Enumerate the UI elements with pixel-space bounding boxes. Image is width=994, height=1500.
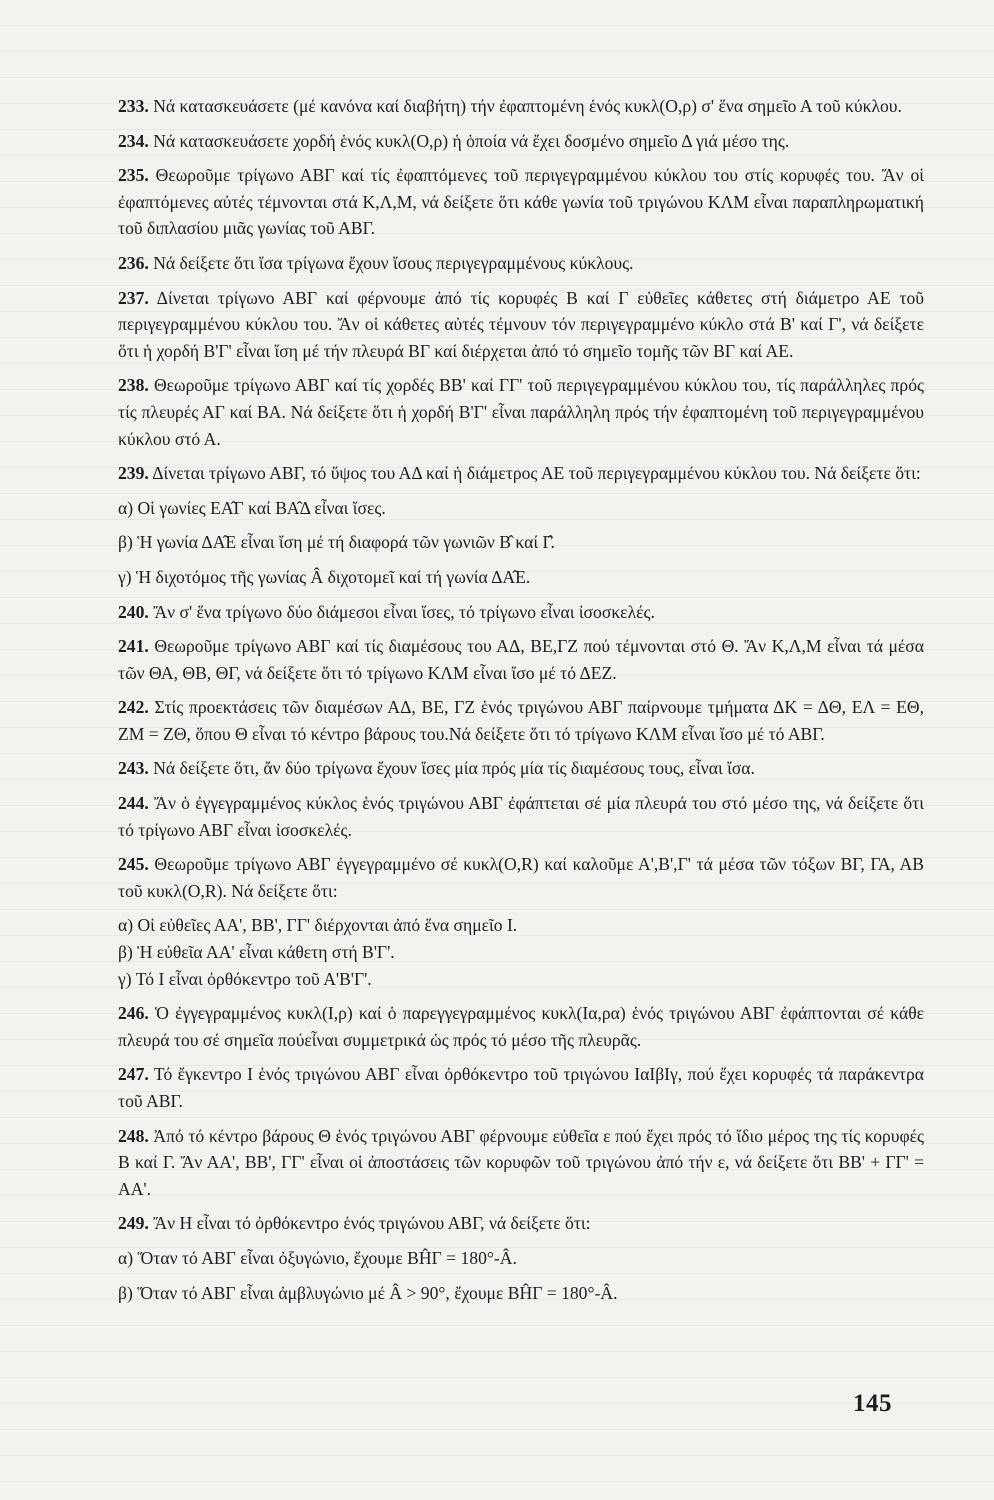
problem-number: 233. <box>118 96 149 116</box>
problem-245 <box>118 851 924 904</box>
problem-238 <box>118 372 924 452</box>
problem-number: 238. <box>118 375 149 396</box>
problem-number: 248. <box>118 1125 149 1146</box>
exercise-list <box>118 93 924 1314</box>
problem-235 <box>118 162 924 242</box>
problem-number: 241. <box>118 636 149 657</box>
problem-number: 246. <box>118 1003 149 1024</box>
problem-249 <box>118 1210 924 1237</box>
problem-text: Ἄν Η εἶναι τό ὀρθόκεντρο ἑνός τριγώνου ΑΒΓ, νά δείξετε ὅτι: <box>153 1213 591 1234</box>
problem-244 <box>118 790 924 843</box>
problem-text: Δίνεται τρίγωνο ΑΒΓ, τό ὕψος του ΑΔ καί ἡ διάμετρος ΑΕ τοῦ περιγεγραμμένου κύκλου του. Νά δείξετε ὅτι: <box>152 463 921 484</box>
problem-245-part-a: α) Οἱ εὐθεῖες ΑΑ', ΒΒ', ΓΓ' διέρχονται ἀπό ἕνα σημεῖο Ι. <box>118 915 518 936</box>
problem-text: Νά κατασκευάσετε (μέ κανόνα καί διαβήτη) τήν ἐφαπτομένη ἑνός κυκλ(Ο,ρ) σ' ἕνα σημεῖο Α τοῦ κύκλου. <box>153 96 902 116</box>
problem-number: 235. <box>118 165 149 186</box>
problem-number: 239. <box>118 463 149 484</box>
problem-237 <box>118 285 924 365</box>
problem-text: Ἄν σ' ἕνα τρίγωνο δύο διάμεσοι εἶναι ἴσες, τό τρίγωνο εἶναι ἰσοσκελές. <box>153 601 655 622</box>
problem-text: Τό ἔγκεντρο Ι ἑνός τριγώνου ΑΒΓ εἶναι ὀρθόκεντρο τοῦ τριγώνου ΙαΙβΙγ, πού ἔχει κορυφές τά παράκεντρα τοῦ ΑΒΓ. <box>118 1064 924 1111</box>
problem-249-part-a: α) Ὅταν τό ΑΒΓ εἶναι ὀξυγώνιο, ἔχουμε ΒĤΓ = 180°-Â. <box>118 1247 517 1268</box>
problem-number: 249. <box>118 1213 149 1234</box>
problem-text: Ἀπό τό κέντρο βάρους Θ ἑνός τριγώνου ΑΒΓ φέρνουμε εὐθεῖα ε πού ἔχει πρός τό ἴδιο μέρος της τίς κορυφές Β καί Γ. Ἄν ΑΑ', ΒΒ', ΓΓ' εἶναι οἱ ἀποστάσεις τῶν κορυφῶν τοῦ τριγώνου ἀπό τήν ε, νά δείξετε ὅτι ΒΒ' + ΓΓ' = ΑΑ'. <box>118 1125 924 1199</box>
problem-243 <box>118 755 924 782</box>
problem-text: Θεωροῦμε τρίγωνο ΑΒΓ ἐγγεγραμμένο σέ κυκλ(Ο,R) καί καλοῦμε Α',Β',Γ' τά μέσα τῶν τόξων ΒΓ, ΓΑ, ΑΒ τοῦ κυκλ(Ο,R). Νά δείξετε ὅτι: <box>118 854 924 901</box>
problem-248 <box>118 1123 924 1203</box>
problem-text: Θεωροῦμε τρίγωνο ΑΒΓ καί τίς ἐφαπτόμενες τοῦ περιγεγραμμένου κύκλου του στίς κορυφές του. Ἄν οἱ ἐφαπτόμενες αὐτές τέμνονται στά Κ,Λ,Μ, νά δείξετε ὅτι κάθε γωνία τοῦ τριγώνου ΚΛΜ εἶναι παραπληρωματική τοῦ διπλασίου μιᾶς γωνίας τοῦ ΑΒΓ. <box>118 165 924 239</box>
problem-234 <box>118 128 924 155</box>
problem-text: Θεωροῦμε τρίγωνο ΑΒΓ καί τίς χορδές ΒΒ' καί ΓΓ' τοῦ περιγεγραμμένου κύκλου του, τίς παράλληλες πρός τίς πλευρές ΑΓ καί ΒΑ. Νά δείξετε ὅτι ἡ χορδή Β'Γ' εἶναι παράλληλη πρός τήν ἐφαπτομένη τοῦ περιγεγραμμένου κύκλου στό Α. <box>118 375 924 449</box>
page-number: 145 <box>853 1390 892 1417</box>
problem-233 <box>118 93 924 120</box>
problem-text: Ὁ ἐγγεγραμμένος κυκλ(Ι,ρ) καί ὁ παρεγγεγραμμένος κυκλ(Ια,ρα) ἑνός τριγώνου ΑΒΓ ἐφάπτονται σέ κάθε πλευρά του σέ σημεῖα πούεἶναι συμμετρικά ὡς πρός τό μέσο τῆς πλευρᾶς. <box>118 1003 925 1050</box>
problem-number: 244. <box>118 793 149 814</box>
problem-text: Θεωροῦμε τρίγωνο ΑΒΓ καί τίς διαμέσους του ΑΔ, ΒΕ,ΓΖ πού τέμνονται στό Θ. Ἄν Κ,Λ,Μ εἶναι τά μέσα τῶν ΘΑ, ΘΒ, ΘΓ, νά δείξετε ὅτι τό τρίγωνο ΚΛΜ εἶναι ἴσο μέ τό ΔΕΖ. <box>118 636 924 683</box>
problem-236 <box>118 250 924 277</box>
problem-number: 236. <box>118 252 149 273</box>
problem-241 <box>118 633 924 686</box>
problem-239-part-b: β) Ἡ γωνία ΔΑ̂Ε εἶναι ἴση μέ τή διαφορά τῶν γωνιῶν Β̂ καί Γ̂. <box>118 532 555 553</box>
problem-240 <box>118 599 924 626</box>
problem-247 <box>118 1061 924 1114</box>
problem-245-part-c: γ) Τό Ι εἶναι ὀρθόκεντρο τοῦ Α'Β'Γ'. <box>118 968 372 989</box>
problem-text: Νά δείξετε ὅτι ἴσα τρίγωνα ἔχουν ἴσους περιγεγραμμένους κύκλους. <box>153 252 634 273</box>
problem-text: Νά κατασκευάσετε χορδή ἑνός κυκλ(Ο,ρ) ἡ ὁποία νά ἔχει δοσμένο σημεῖο Δ γιά μέσο της. <box>153 130 790 151</box>
problem-number: 245. <box>118 854 149 875</box>
problem-239-part-a: α) Οἱ γωνίες ΕΑ̂Γ καί ΒΑ̂Δ εἶναι ἴσες. <box>118 497 386 518</box>
problem-number: 247. <box>118 1064 149 1085</box>
problem-249-part-b: β) Ὅταν τό ΑΒΓ εἶναι ἀμβλυγώνιο μέ Â > 90°, ἔχουμε ΒĤΓ = 180°-Â. <box>118 1282 618 1303</box>
problem-245-part-b: β) Ἡ εὐθεῖα ΑΑ' εἶναι κάθετη στή Β'Γ'. <box>118 942 395 963</box>
problem-number: 243. <box>118 758 149 779</box>
problem-number: 234. <box>118 130 149 151</box>
problem-242 <box>118 694 924 747</box>
problem-text: Νά δείξετε ὅτι, ἄν δύο τρίγωνα ἔχουν ἴσες μία πρός μία τίς διαμέσους τους, εἶναι ἴσα. <box>153 758 755 779</box>
problem-text: Δίνεται τρίγωνο ΑΒΓ καί φέρνουμε ἀπό τίς κορυφές Β καί Γ εὐθεῖες κάθετες στή διάμετρο ΑΕ τοῦ περιγεγραμμένου κύκλου του. Ἄν οἱ κάθετες αὐτές τέμνουν τόν περιγεγραμμένο κύκλο στά Β' καί Γ', νά δείξετε ὅτι ἡ χορδή Β'Γ' εἶναι ἴση μέ τήν πλευρά ΒΓ καί διέρχεται ἀπό τό σημεῖο τομῆς τῶν ΒΓ καί ΑΕ. <box>118 287 924 361</box>
problem-number: 242. <box>118 697 149 718</box>
problem-text: Στίς προεκτάσεις τῶν διαμέσων ΑΔ, ΒΕ, ΓΖ ἑνός τριγώνου ΑΒΓ παίρνουμε τμήματα ΔΚ = ΔΘ, ΕΛ = ΕΘ, ΖΜ = ΖΘ, ὅπου Θ εἶναι τό κέντρο βάρους του.Νά δείξετε ὅτι τό τρίγωνο ΚΛΜ εἶναι ἴσο μέ τό ΑΒΓ. <box>118 697 924 744</box>
problem-text: Ἄν ὁ ἐγγεγραμμένος κύκλος ἑνός τριγώνου ΑΒΓ ἐφάπτεται σέ μία πλευρά του στό μέσο της, νά δείξετε ὅτι τό τρίγωνο ΑΒΓ εἶναι ἰσοσκελές. <box>118 793 924 840</box>
problem-246 <box>118 1000 924 1053</box>
problem-239 <box>118 460 924 487</box>
problem-239-part-c: γ) Ἡ διχοτόμος τῆς γωνίας Â διχοτομεῖ καί τή γωνία ΔΑ̂Ε. <box>118 566 531 587</box>
problem-number: 237. <box>118 287 149 308</box>
problem-number: 240. <box>118 601 149 622</box>
